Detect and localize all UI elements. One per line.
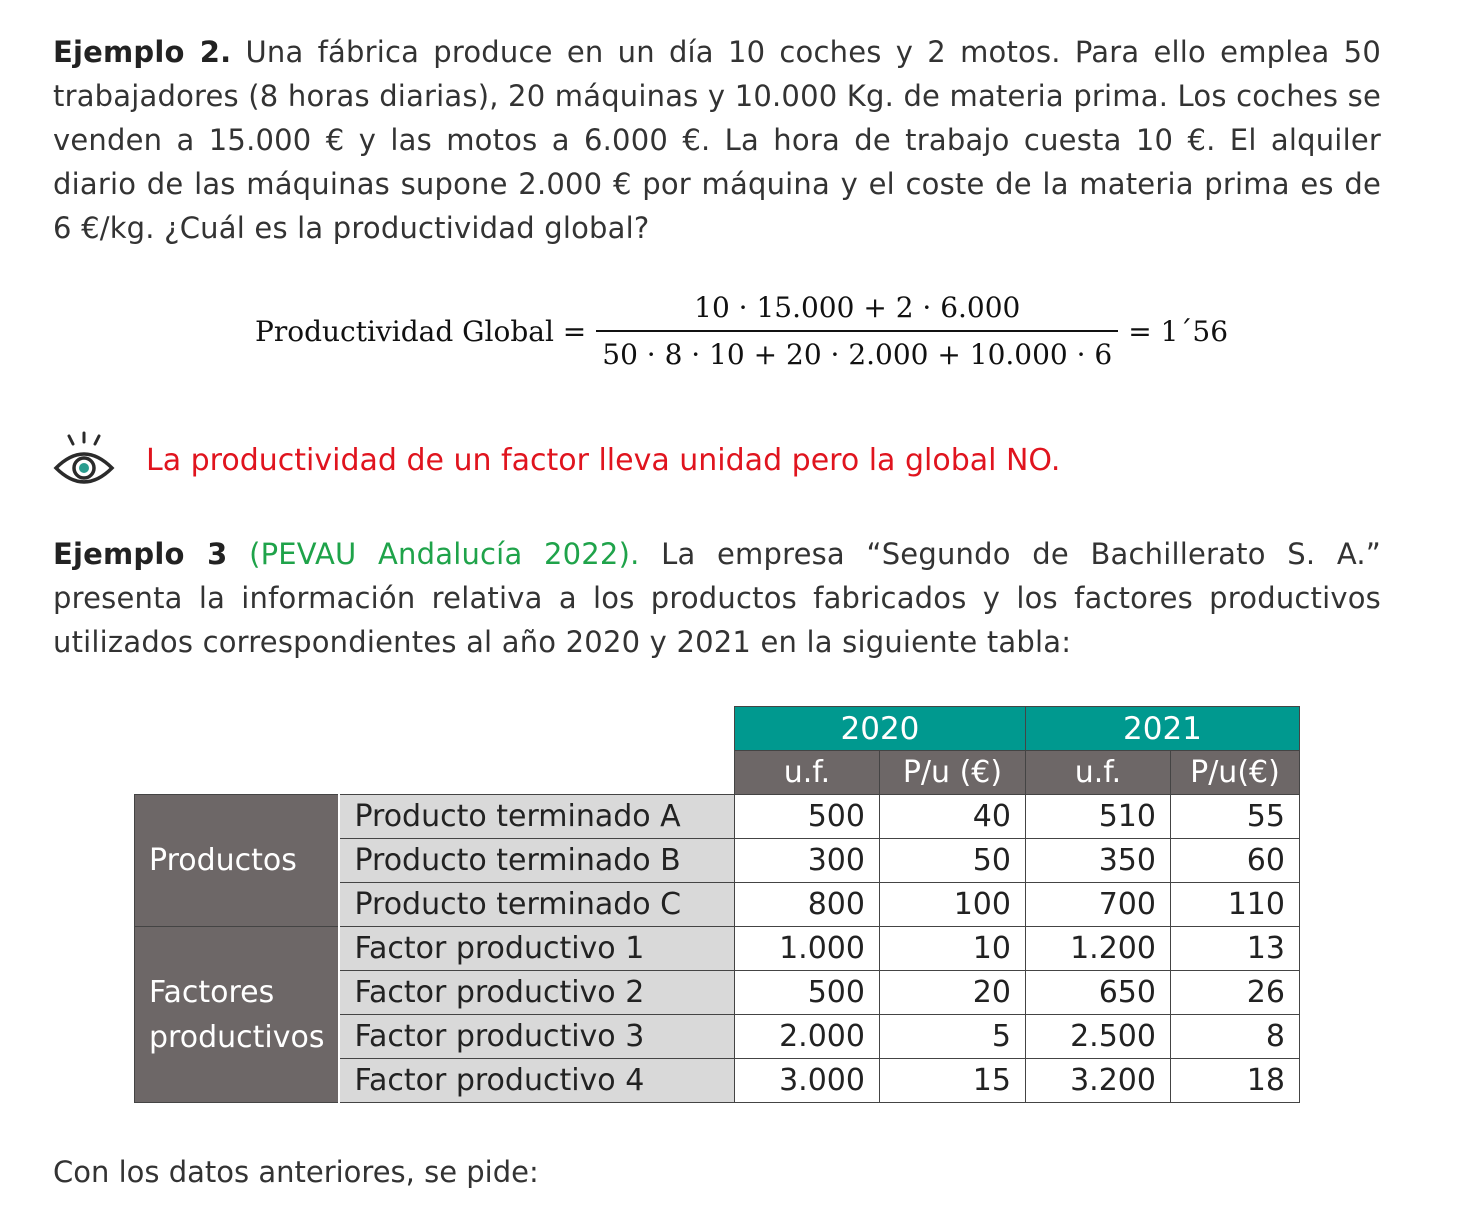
subheader-pu-2020: P/u (€) <box>879 751 1025 795</box>
ejemplo-3-paragraph <box>53 532 1381 664</box>
empty-cell <box>135 751 340 795</box>
year-header-2021: 2021 <box>1025 707 1299 751</box>
ejemplo-3-text: La empresa “Segundo de Bachillerato S. A.” presenta la información relativa a los productos fabricados y los factores productivos utilizados correspondientes al año 2020 y 2021 en la siguiente tabla: <box>53 537 1381 659</box>
row-label: Producto terminado B <box>339 839 734 883</box>
table-cell: 40 <box>879 795 1025 839</box>
row-label: Factor productivo 2 <box>339 971 734 1015</box>
table-cell: 800 <box>734 883 879 927</box>
productivity-table <box>134 706 1300 1103</box>
table-cell: 20 <box>879 971 1025 1015</box>
ejemplo-2-paragraph <box>53 30 1381 250</box>
table-row <box>135 927 1300 971</box>
table-cell: 8 <box>1170 1015 1299 1059</box>
table-cell: 3.200 <box>1025 1059 1170 1103</box>
year-header-2020: 2020 <box>734 707 1025 751</box>
formula-numerator: 10 · 15.000 + 2 · 6.000 <box>694 291 1021 324</box>
ejemplo-2-label: Ejemplo 2. <box>53 35 232 69</box>
empty-cell <box>339 707 734 751</box>
table-cell: 110 <box>1170 883 1299 927</box>
table-cell: 100 <box>879 883 1025 927</box>
eye-icon <box>52 430 116 490</box>
table-cell: 5 <box>879 1015 1025 1059</box>
subheader-uf-2020: u.f. <box>734 751 879 795</box>
table-cell: 650 <box>1025 971 1170 1015</box>
table-cell: 1.200 <box>1025 927 1170 971</box>
table-cell: 26 <box>1170 971 1299 1015</box>
empty-cell <box>339 751 734 795</box>
group-label-productos: Productos <box>135 795 340 927</box>
table-row <box>135 795 1300 839</box>
formula-denominator: 50 · 8 · 10 + 20 · 2.000 + 10.000 · 6 <box>596 330 1118 371</box>
subheader-pu-2021: P/u(€) <box>1170 751 1299 795</box>
table-cell: 1.000 <box>734 927 879 971</box>
table-cell: 3.000 <box>734 1059 879 1103</box>
table-cell: 500 <box>734 795 879 839</box>
formula-fraction <box>596 291 1118 371</box>
row-label: Factor productivo 3 <box>339 1015 734 1059</box>
row-label: Producto terminado C <box>339 883 734 927</box>
row-label: Producto terminado A <box>339 795 734 839</box>
table-cell: 2.500 <box>1025 1015 1170 1059</box>
table-cell: 700 <box>1025 883 1170 927</box>
table-cell: 300 <box>734 839 879 883</box>
table-cell: 10 <box>879 927 1025 971</box>
group-label-factores: Factores productivos <box>135 927 340 1103</box>
formula-lhs: Productividad Global = <box>255 314 587 348</box>
table-cell: 510 <box>1025 795 1170 839</box>
table-cell: 15 <box>879 1059 1025 1103</box>
ejemplo-3-source: (PEVAU Andalucía 2022). <box>249 537 640 571</box>
table-cell: 2.000 <box>734 1015 879 1059</box>
ejemplo-3-label: Ejemplo 3 <box>53 537 228 571</box>
row-label: Factor productivo 4 <box>339 1059 734 1103</box>
table-cell: 18 <box>1170 1059 1299 1103</box>
formula-result: = 1´56 <box>1128 314 1229 348</box>
note-text: La productividad de un factor lleva unidad pero la global NO. <box>146 442 1061 478</box>
empty-cell <box>135 707 340 751</box>
table-cell: 500 <box>734 971 879 1015</box>
table-cell: 55 <box>1170 795 1299 839</box>
row-label: Factor productivo 1 <box>339 927 734 971</box>
table-cell: 13 <box>1170 927 1299 971</box>
table-cell: 350 <box>1025 839 1170 883</box>
year-header-row <box>135 707 1300 751</box>
subheader-row <box>135 751 1300 795</box>
productividad-formula <box>255 286 1228 376</box>
note-callout <box>52 430 1060 490</box>
table-cell: 60 <box>1170 839 1299 883</box>
table-cell: 50 <box>879 839 1025 883</box>
footer-text: Con los datos anteriores, se pide: <box>53 1155 539 1189</box>
subheader-uf-2021: u.f. <box>1025 751 1170 795</box>
ejemplo-2-text: Una fábrica produce en un día 10 coches y 2 motos. Para ello emplea 50 trabajadores (8 horas diarias), 20 máquinas y 10.000 Kg. de materia prima. Los coches se venden a 15.000 € y las motos a 6.000 €. La hora de trabajo cuesta 10 €. El alquiler diario de las máquinas supone 2.000 € por máquina y el coste de la materia prima es de 6 €/kg. ¿Cuál es la productividad global? <box>53 35 1382 245</box>
